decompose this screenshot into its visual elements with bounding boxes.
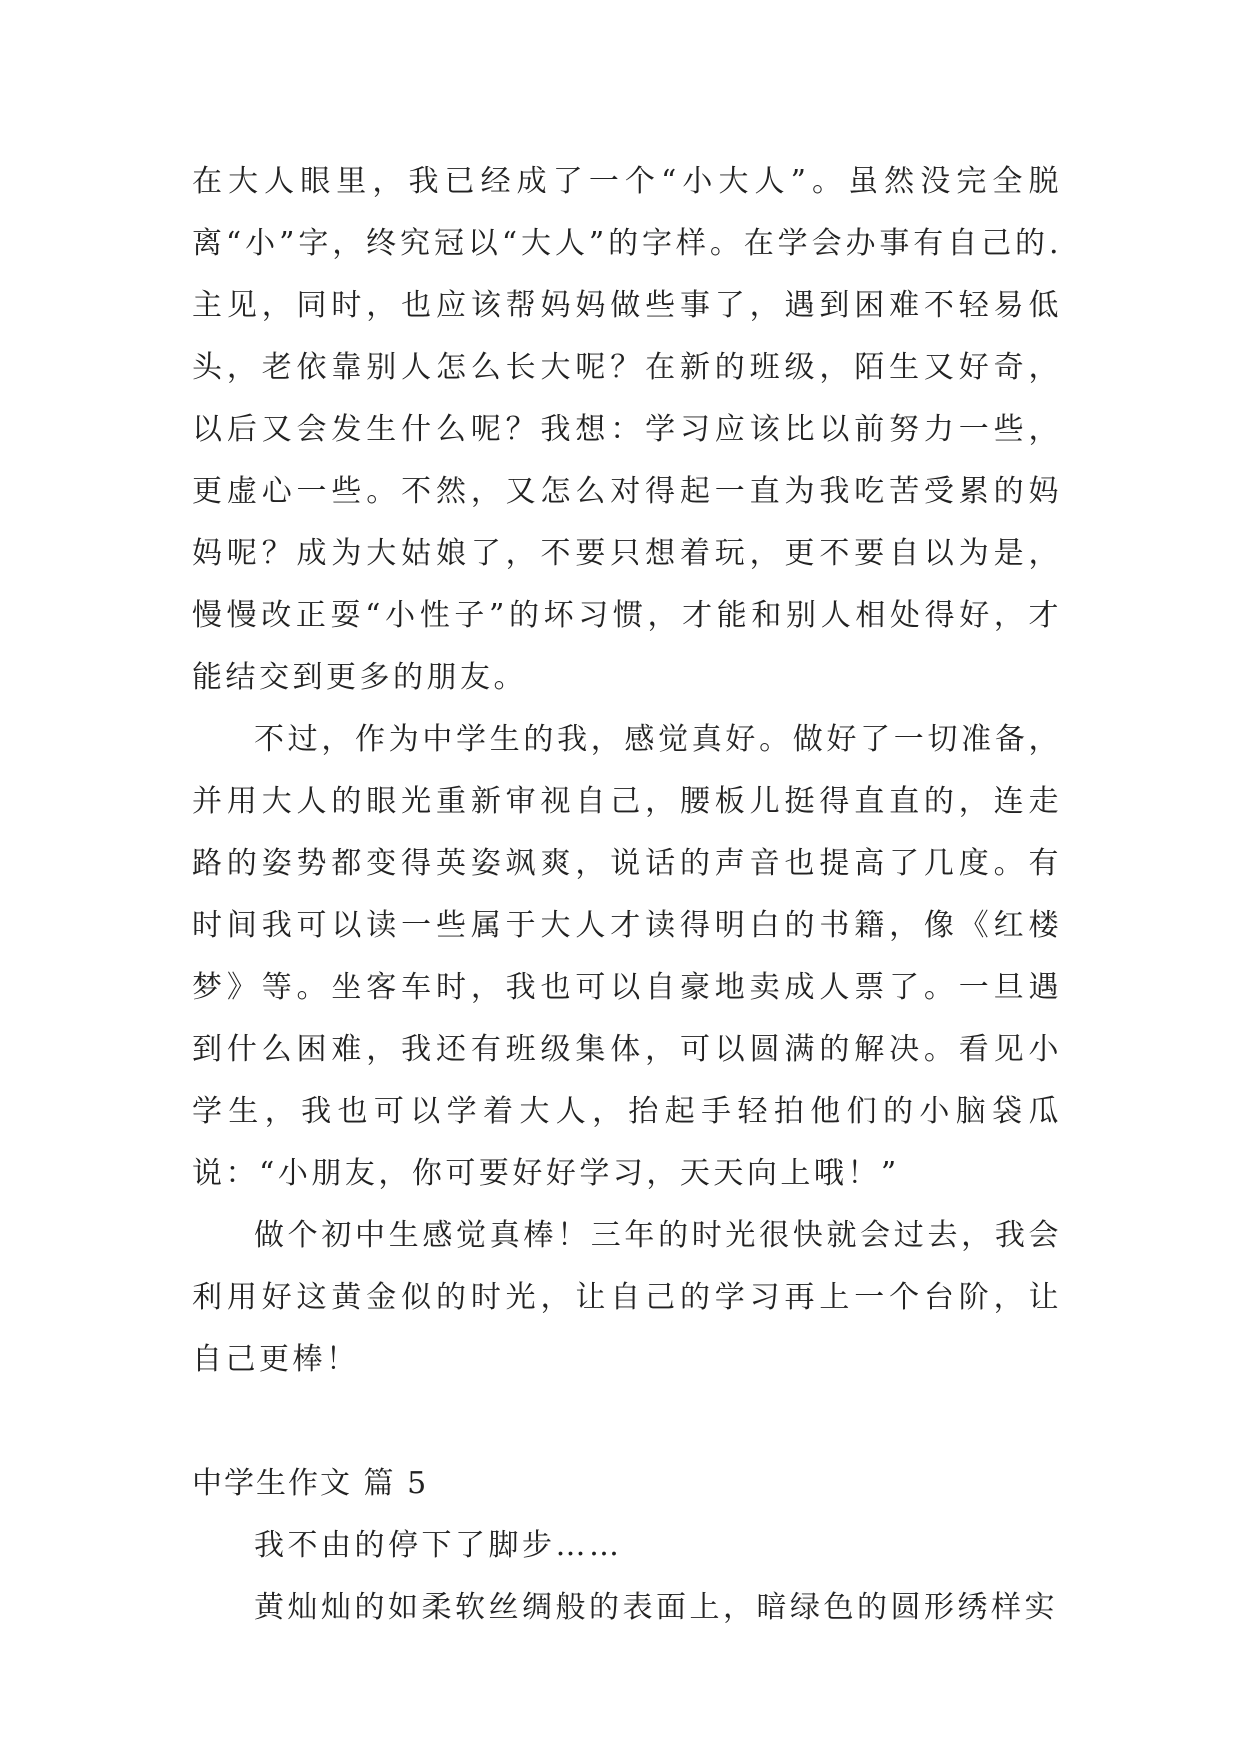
section-paragraph-1: 我不由的停下了脚步……: [254, 1528, 623, 1563]
section-paragraph-2: 黄灿灿的如柔软丝绸般的表面上，暗绿色的圆形绣样实: [254, 1590, 1058, 1625]
paragraph-3: 做个初中生感觉真棒！三年的时光很快就会过去，我会利用好这黄金似的时光，让自己的学习再上一个台阶，让自己更棒！: [192, 1218, 1062, 1377]
section-heading: 中学生作文 篇 5: [192, 1466, 429, 1501]
paragraph-1: 在大人眼里，我已经成了一个“小大人”。虽然没完全脱离“小”字，终究冠以“大人”的字样。在学会办事有自己的.主见，同时，也应该帮妈妈做些事了，遇到困难不轻易低头，老依靠别人怎么长大呢？在新的班级，陌生又好奇，以后又会发生什么呢？我想：学习应该比以前努力一些，更虚心一些。不然，又怎么对得起一直为我吃苦受累的妈妈呢？成为大姑娘了，不要只想着玩，更不要自以为是，慢慢改正耍“小性子”的坏习惯，才能和别人相处得好，才能结交到更多的朋友。: [192, 164, 1062, 695]
document-page: [192, 151, 1062, 1639]
paragraph-2: 不过，作为中学生的我，感觉真好。做好了一切准备，并用大人的眼光重新审视自己，腰板儿挺得直直的，连走路的姿势都变得英姿飒爽，说话的声音也提高了几度。有时间我可以读一些属于大人才读得明白的书籍，像《红楼梦》等。坐客车时，我也可以自豪地卖成人票了。一旦遇到什么困难，我还有班级集体，可以圆满的解决。看见小学生，我也可以学着大人，抬起手轻拍他们的小脑袋瓜说：“小朋友，你可要好好学习，天天向上哦！”: [192, 722, 1062, 1191]
